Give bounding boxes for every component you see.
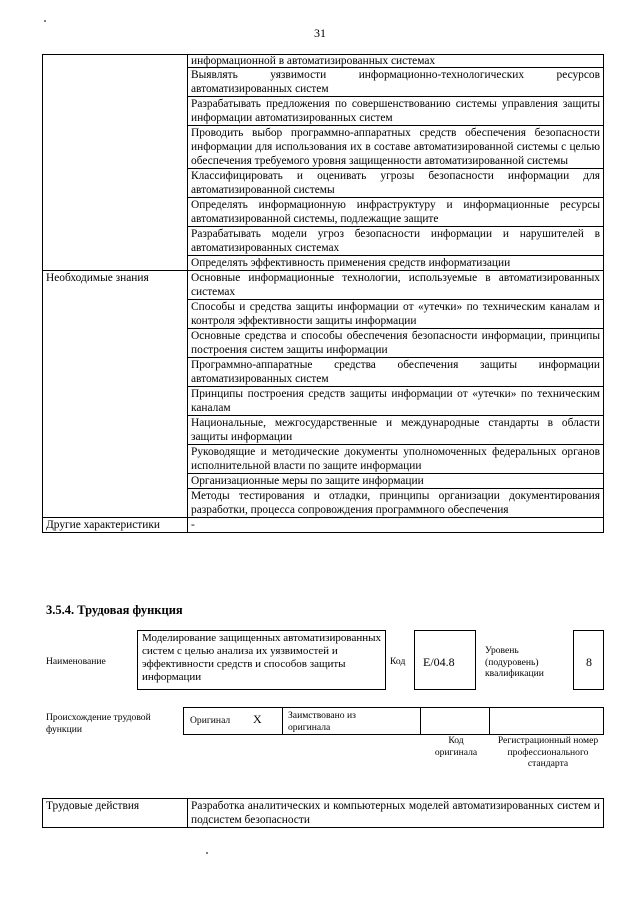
- skill-item: Проводить выбор программно-аппаратных средств обеспечения безопасности информации для использования их в составе автоматизированной системы с целью обеспечения требуемого уровня защищенности автоматизированной системы: [188, 126, 604, 169]
- table-row: [43, 55, 604, 68]
- knowledge-item: Национальные, межгосударственные и международные стандарты в области защиты информации: [188, 416, 604, 445]
- skill-item: Разрабатывать предложения по совершенствованию системы управления защиты информации автоматизированных систем: [188, 97, 604, 126]
- table-row: [43, 518, 604, 533]
- level-label: Уровень (подуровень) квалификации: [485, 645, 544, 679]
- section-heading: 3.5.4. Трудовая функция: [46, 603, 183, 617]
- knowledge-item: Руководящие и методические документы уполномоченных федеральных органов исполнительной власти по защите информации: [188, 445, 604, 474]
- reg-number-caption: Регистрационный номер профессионального стандарта: [497, 735, 599, 769]
- origin-code-caption: Код оригинала: [434, 735, 478, 758]
- code-label: Код: [390, 656, 406, 667]
- skill-item: Определять информационную инфраструктуру и информационные ресурсы автоматизированной системы, подлежащие защите: [188, 198, 604, 227]
- knowledge-label: Необходимые знания: [43, 271, 188, 518]
- skill-item: Выявлять уязвимости информационно-технологических ресурсов автоматизированных систем: [188, 68, 604, 97]
- origin-label: Происхождение трудовой функции: [46, 712, 151, 735]
- row-label-empty: [43, 55, 188, 271]
- table-row: [43, 271, 604, 300]
- knowledge-item: Основные средства и способы обеспечения безопасности информации, принципы построения систем защиты информации: [188, 329, 604, 358]
- reg-number-cell: [489, 707, 604, 735]
- knowledge-item: Программно-аппаратные средства обеспечения защиты информации автоматизированных систем: [188, 358, 604, 387]
- knowledge-item: Способы и средства защиты информации от «утечки» по техническим каналам и контроля эффективности защиты информации: [188, 300, 604, 329]
- original-label: Оригинал: [190, 715, 231, 726]
- skill-item: Разрабатывать модели угроз безопасности информации и нарушителей в автоматизированных системах: [188, 227, 604, 256]
- level-value: 8: [586, 655, 592, 669]
- actions-label: Трудовые действия: [43, 799, 188, 828]
- name-label: Наименование: [46, 656, 106, 667]
- other-value: -: [188, 518, 604, 533]
- skill-item: Определять эффективность применения средств информатизации: [188, 256, 604, 271]
- knowledge-item: Основные информационные технологии, используемые в автоматизированных системах: [188, 271, 604, 300]
- page-number: 31: [314, 26, 326, 40]
- borrowed-label: Заимствовано из оригинала: [288, 710, 356, 733]
- action-item: Разработка аналитических и компьютерных моделей автоматизированных систем и подсистем безопасности: [188, 799, 604, 828]
- skill-item: информационной в автоматизированных системах: [188, 55, 604, 68]
- function-name: Моделирование защищенных автоматизированных систем с целью анализа их уязвимостей и эффективности средств и способов защиты информации: [142, 632, 381, 683]
- actions-table: [42, 798, 604, 828]
- scan-speck: [206, 852, 208, 854]
- original-mark: X: [253, 712, 262, 726]
- scan-speck: [44, 20, 46, 22]
- knowledge-item: Организационные меры по защите информации: [188, 474, 604, 489]
- competency-table: [42, 54, 604, 533]
- knowledge-item: Принципы построения средств защиты информации от «утечки» по техническим каналам: [188, 387, 604, 416]
- code-value: E/04.8: [423, 655, 455, 669]
- skill-item: Классифицировать и оценивать угрозы безопасности информации для автоматизированной системы: [188, 169, 604, 198]
- origin-code-cell: [420, 707, 490, 735]
- knowledge-item: Методы тестирования и отладки, принципы организации документирования разработки, процесса сопровождения программного обеспечения: [188, 489, 604, 518]
- other-label: Другие характеристики: [43, 518, 188, 533]
- table-row: [43, 799, 604, 828]
